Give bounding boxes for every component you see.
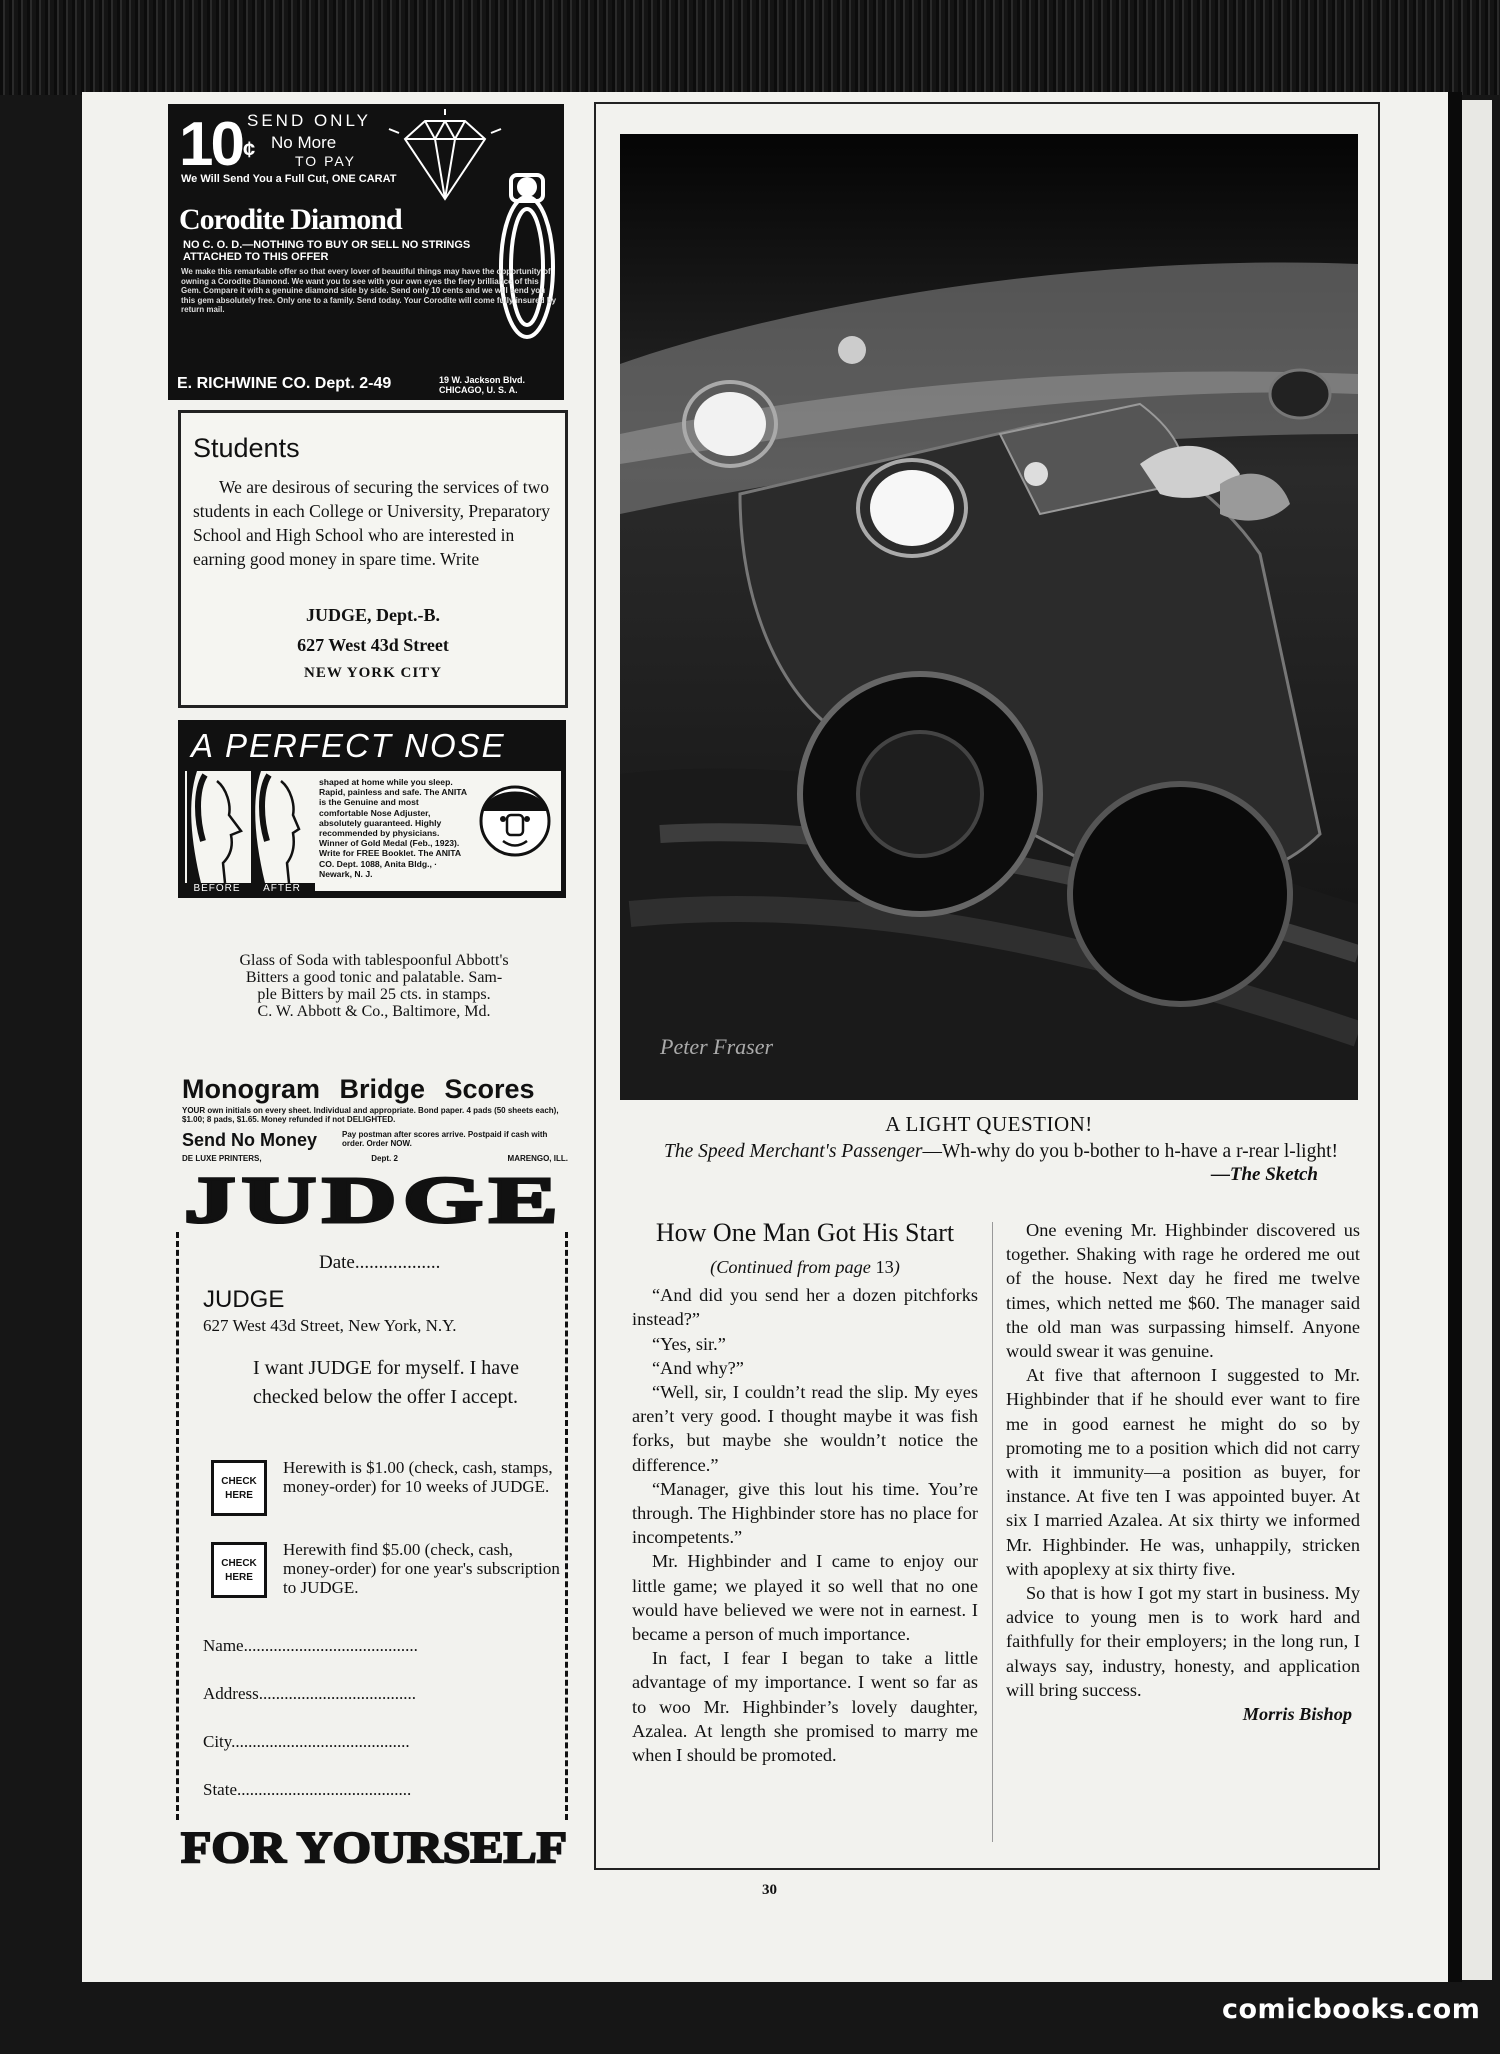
nose-adjuster-face-icon [475,775,555,865]
coupon-date-field: Date.................. [319,1252,441,1273]
send-no-money: Send No Money [182,1130,318,1150]
nose-panel [185,771,561,894]
soda-line: ple Bitters by mail 25 cts. in stamps. [257,986,491,1003]
monogram-title: Monogram Bridge Scores [182,1074,535,1104]
nose-ad [178,720,566,898]
cartoon-source: — The Sketch [1211,1164,1318,1186]
cartoon-dialogue [634,1140,1356,1164]
monogram-printer-line [182,1154,568,1163]
article-paragraph: One evening Mr. Highbinder discovered us together. Shaking with rage he ordered me out of the house. Next day he fired me twelve times, which netted me $60. The manager said the old man was surpassing himself. Anyone would swear it was genuine. [1006,1220,1360,1362]
page-number: 30 [762,1882,777,1898]
article-paragraph: “And why?” [652,1357,744,1378]
cartoon-speaker: The Speed Merchant's Passenger [664,1141,923,1162]
diamond-company: E. RICHWINE CO. Dept. 2-49 [177,375,392,392]
article-paragraph: “Well, sir, I couldn’t read the slip. My eyes aren’t very good. I thought maybe it was fish forks, but maybe she wouldn’t notice the difference.” [632,1382,978,1475]
article-paragraph: In fact, I fear I began to take a little advantage of my importance. I went so far as to woo Mr. Highbinder’s lovely daughter, Azalea. At length she promised to marry me when I should be promoted. [632,1648,978,1766]
cartoon-line: —Wh-why do you b-bother to h-have a r-rear l-light! [922,1141,1339,1162]
check-here-box: CHECK HERE [211,1460,267,1516]
judge-logo [176,1170,572,1234]
coupon-option-10-weeks [211,1458,561,1522]
coupon-address-field: Address..................................... [203,1684,416,1703]
diamond-price: 10 [179,110,242,179]
students-address-line2: 627 West 43d Street [297,635,449,655]
monogram-ad [178,1074,570,1170]
article-paragraph: So that is how I got my start in business. My advice to young men is to work hard and faithfully for their employers; in the long run, I always say, industry, honesty, and application will bring success. [1006,1583,1360,1700]
to-pay-text: TO PAY [295,153,357,169]
scan-top-band [0,0,1500,95]
article-author: Morris Bishop [1242,1704,1352,1725]
site-watermark: comicbooks.com [1222,1994,1481,2025]
students-address-line3: NEW YORK CITY [303,665,443,681]
diamond-gem-icon [385,109,505,209]
students-ad [178,410,568,708]
article-column-right [1006,1218,1360,1726]
article-title: How One Man Got His Start [655,1218,955,1247]
speeding-car-illustration [620,134,1358,1100]
soda-ad [182,952,566,1022]
for-yourself-banner [176,1818,572,1872]
diamond-offer: We Will Send You a Full Cut, ONE CARAT [181,173,397,185]
coupon-city-field: City.......................................... [203,1732,410,1751]
article-paragraph: At five that afternoon I suggested to Mr. Highbinder that if he should ever want to fire me in good earnest he might do so by promoting me to a position which did not carry with it immunity—a position as buyer, for instance. At five ten I was appointed buyer. At six I married Azalea. At six thirty we informed Mr. Highbinder. He was, unhappily, stricken with apoplexy at six thirty five. [1006,1365,1360,1579]
artist-signature: Peter Fraser [660,1034,774,1059]
before-profile-icon [187,771,249,883]
monogram-pay-text: Pay postman after scores arrive. Postpaid if cash with order. Order NOW. [342,1130,548,1148]
printer-name: DE LUXE PRINTERS, [182,1154,262,1163]
subscription-coupon [176,1232,568,1820]
cartoon-title: A LIGHT QUESTION! [885,1112,1093,1136]
for-yourself-text: FOR YOURSELF [181,1823,567,1872]
article-paragraph: Mr. Highbinder and I came to enjoy our little game; we played it so well that no one would have believed we were not in earnest. I became a person of much importance. [632,1551,978,1645]
students-address-line1: JUDGE, Dept.-B. [306,605,440,625]
next-page-edge [1462,100,1492,1980]
article-paragraph: “And did you send her a dozen pitchforks instead?” [632,1285,978,1330]
column-divider [992,1222,993,1842]
soda-line: C. W. Abbott & Co., Baltimore, Md. [257,1003,491,1020]
diamond-address: 19 W. Jackson Blvd. CHICAGO, U. S. A. [439,375,526,395]
no-more-text: No More [271,133,337,152]
nose-copy: shaped at home while you sleep. Rapid, painless and safe. The ANITA is the Genuine and most comfortable Nose Adjuster, absolutely guaranteed. Highly recommended by physicians. Winner of Gold Medal (Feb., 1923). Write for FREE Booklet. The ANITA CO. Dept. 1088, Anita Bldg., · Newark, N. J. [319,777,467,879]
page-gutter [1448,92,1462,1982]
students-body: We are desirous of securing the services of two students in each College or University, Preparatory School and High School who are interested in earning good money in spare time. Write [193,477,551,569]
cartoon-and-article-panel [594,102,1380,1870]
soda-line: Bitters a good tonic and palatable. Sam- [245,969,503,986]
printer-town: MARENGO, ILL. [507,1154,568,1163]
before-label: BEFORE [185,883,249,895]
article-paragraph: “Yes, sir.” [652,1333,726,1354]
article-paragraph: “Manager, give this lout his time. You’re through. The Highbinder store has no place for incompetents.” [632,1478,978,1548]
after-profile-icon [251,771,313,883]
option-text: Herewith find $5.00 (check, cash, money-order) for one year's subscription to JUDGE. [283,1540,560,1597]
students-heading: Students [193,433,300,463]
coupon-name-field: Name......................................... [203,1636,418,1655]
diamond-brand: Corodite Diamond [179,203,402,236]
soda-line: Glass of Soda with tablespoonful Abbott's [239,952,509,969]
judge-logo-text: JUDGE [184,1170,564,1234]
send-only-text: SEND ONLY [247,111,371,130]
nose-title: A PERFECT NOSE [191,727,506,764]
printer-dept: Dept. 2 [371,1154,398,1163]
coupon-want-text: I want JUDGE for myself. I have checked below the offer I accept. [253,1357,520,1408]
diamond-no-cod: NO C. O. D.—NOTHING TO BUY OR SELL NO STRINGS ATTACHED TO THIS OFFER [183,239,471,263]
article-continued: (Continued from page 13) [710,1257,900,1277]
cent-sign: ¢ [243,137,256,162]
coupon-judge-name: JUDGE [203,1286,285,1313]
coupon-address: 627 West 43d Street, New York, N.Y. [203,1316,457,1335]
monogram-fine-print: YOUR own initials on every sheet. Individual and appropriate. Bond paper. 4 pads (50 sheets each), $1.00; 8 pads, $1.65. Money refunded if not DELIGHTED. [182,1106,559,1124]
after-label: AFTER [249,883,315,895]
diamond-fine-print: We make this remarkable offer so that every lover of beautiful things may have the opportunity of owning a Corodite Diamond. We want you to see with your own eyes the fiery brilliance of this Gem. Compare it with a genuine diamond side by side. Send only 10 cents and we will send you this gem absolutely free. Only one to a family. Send today. Your Corodite will come fully insured by return mail. [181,267,557,314]
option-text: Herewith is $1.00 (check, cash, stamps, money-order) for 10 weeks of JUDGE. [283,1458,553,1496]
coupon-option-one-year [211,1540,561,1604]
article-column-left [632,1218,978,1767]
diamond-ad [168,104,564,400]
check-here-box: CHECK HERE [211,1542,267,1598]
coupon-state-field: State......................................... [203,1780,412,1799]
